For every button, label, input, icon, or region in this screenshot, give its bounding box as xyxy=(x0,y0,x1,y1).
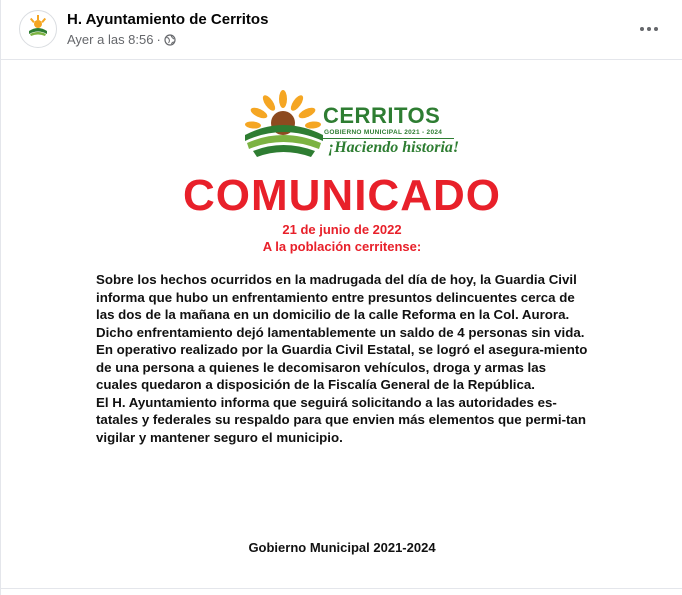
post-timestamp[interactable]: Ayer a las 8:56 xyxy=(67,32,154,47)
cerritos-logo-icon xyxy=(20,11,56,47)
announcement-date: 21 de junio de 2022 xyxy=(282,222,402,237)
body-paragraph: El H. Ayuntamiento informa que seguirá solicitando a las autoridades es-tatales y federales su respaldo para que envien más elementos que permi-tan vigilar y mantener seguro el municipio. xyxy=(96,394,586,445)
more-options-button[interactable] xyxy=(633,13,665,45)
body-paragraph: En operativo realizado por la Guardia Civil Estatal, se logró el asegura-miento de una persona a quienes le decomisaron vehículos, droga y armas las cuales quedaron a disposición de la Fiscalía General de la República. xyxy=(96,342,588,392)
body-paragraph: Sobre los hechos ocurridos en la madrugada del día de hoy, la Guardia Civil informa que hubo un enfrentamiento entre presuntos delincuentes cerca de las dos de la mañana en un domicilio de la calle Reforma en la Col. Aurora. xyxy=(96,272,577,322)
globe-icon xyxy=(164,34,176,46)
announcement-salutation: A la población cerritense: xyxy=(262,239,422,254)
divider xyxy=(1,588,682,589)
post-header xyxy=(1,0,682,58)
announcement-signature: Gobierno Municipal 2021-2024 xyxy=(248,540,436,555)
ellipsis-dot xyxy=(647,27,651,31)
page-name[interactable]: H. Ayuntamiento de Cerritos xyxy=(67,11,269,28)
page-avatar[interactable] xyxy=(19,10,57,48)
post-meta xyxy=(67,32,176,47)
ellipsis-dot xyxy=(654,27,658,31)
post-image[interactable] xyxy=(1,59,682,588)
announcement-body xyxy=(96,271,588,446)
announcement-heading: COMUNICADO xyxy=(183,171,501,220)
brand-name: CERRITOS xyxy=(323,103,441,128)
brand-slogan: ¡Haciendo historia! xyxy=(328,139,460,156)
meta-separator: · xyxy=(156,32,161,47)
brand-subtitle: GOBIERNO MUNICIPAL 2021 - 2024 xyxy=(324,129,443,136)
ellipsis-icon xyxy=(640,27,644,31)
body-paragraph: Dicho enfrentamiento dejó lamentablemente un saldo de 4 personas sin vida. xyxy=(96,324,585,340)
